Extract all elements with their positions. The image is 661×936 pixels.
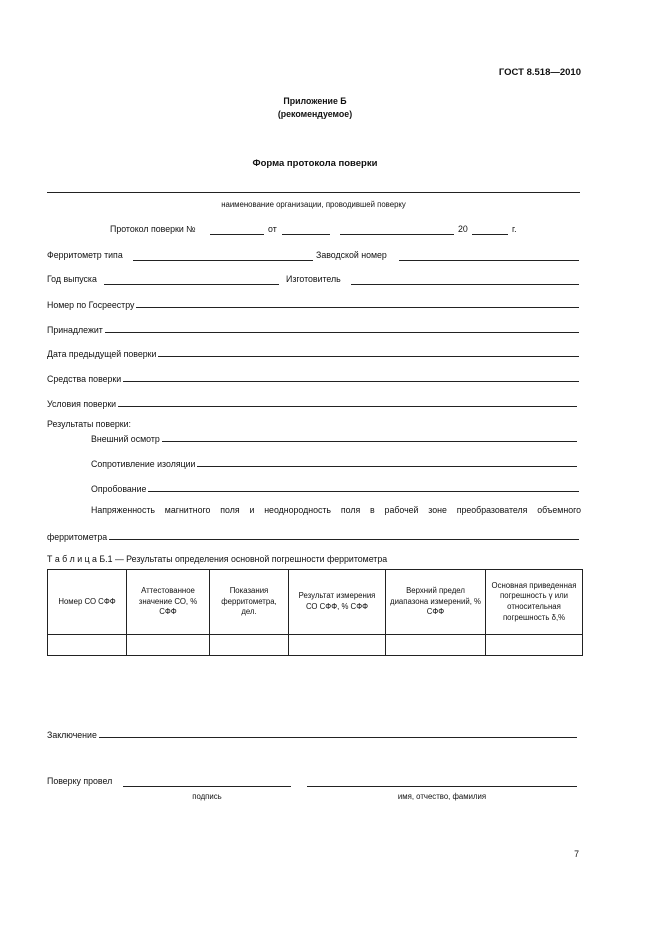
standard-number: ГОСТ 8.518—2010 bbox=[498, 67, 581, 78]
visual-label: Внешний осмотр bbox=[91, 434, 160, 444]
visual-field[interactable] bbox=[162, 441, 577, 442]
insulation-row bbox=[91, 455, 577, 469]
appendix-title: Приложение Б bbox=[283, 96, 347, 106]
results-heading: Результаты поверки: bbox=[47, 419, 131, 429]
col-header-measurement-result: Результат измерения СО СФФ, % СФФ bbox=[289, 570, 386, 635]
protocol-label: Протокол поверки № bbox=[110, 224, 196, 234]
prev-date-field[interactable] bbox=[158, 356, 579, 357]
name-field[interactable] bbox=[307, 786, 577, 787]
signature-field[interactable] bbox=[123, 786, 291, 787]
protocol-month-field[interactable] bbox=[340, 234, 454, 235]
conditions-field[interactable] bbox=[118, 406, 577, 407]
testing-row bbox=[91, 480, 579, 494]
col-header-certified-value: Аттестованное значение СО, % СФФ bbox=[127, 570, 210, 635]
field-strength-label: ферритометра bbox=[47, 532, 108, 542]
ferrometer-type-field[interactable] bbox=[133, 260, 313, 261]
manufacturer-label: Изготовитель bbox=[286, 274, 341, 284]
registry-number-label: Номер по Госреестру bbox=[47, 300, 135, 310]
results-table bbox=[47, 569, 583, 656]
conditions-label: Условия поверки bbox=[47, 399, 117, 409]
year-made-label: Год выпуска bbox=[47, 274, 97, 284]
verified-by-label: Поверку провел bbox=[47, 776, 113, 786]
serial-number-label: Заводской номер bbox=[316, 250, 387, 260]
name-caption: имя, отчество, фамилия bbox=[397, 792, 487, 801]
conclusion-label: Заключение bbox=[47, 730, 97, 740]
owner-label: Принадлежит bbox=[47, 325, 103, 335]
signature-caption: подпись bbox=[192, 792, 222, 801]
protocol-year-prefix: 20 bbox=[458, 224, 468, 234]
field-strength-row bbox=[47, 528, 579, 542]
means-field[interactable] bbox=[123, 381, 579, 382]
conclusion-row bbox=[47, 726, 577, 740]
prev-date-label: Дата предыдущей поверки bbox=[47, 349, 157, 359]
col-header-readings: Показания ферритометра, дел. bbox=[210, 570, 289, 635]
conclusion-field[interactable] bbox=[99, 737, 577, 738]
col-header-upper-limit: Верхний предел диапазона измерений, % СФФ bbox=[386, 570, 486, 635]
protocol-number-field[interactable] bbox=[210, 234, 264, 235]
means-label: Средства поверки bbox=[47, 374, 122, 384]
protocol-from-label: от bbox=[268, 224, 277, 234]
table-cell[interactable] bbox=[386, 635, 486, 656]
protocol-year-field[interactable] bbox=[472, 234, 508, 235]
protocol-date-field[interactable] bbox=[282, 234, 330, 235]
form-title: Форма протокола поверки bbox=[252, 158, 378, 169]
prev-date-row bbox=[47, 345, 579, 359]
registry-number-field[interactable] bbox=[136, 307, 579, 308]
organization-caption: наименование организации, проводившей поверку bbox=[221, 200, 406, 209]
means-row bbox=[47, 370, 579, 384]
owner-row bbox=[47, 321, 579, 335]
organization-line[interactable] bbox=[47, 192, 580, 193]
insulation-label: Сопротивление изоляции bbox=[91, 459, 196, 469]
col-header-error: Основная приведенная погрешность γ или относительная погрешность δ,% bbox=[486, 570, 583, 635]
serial-number-field[interactable] bbox=[399, 260, 579, 261]
protocol-year-suffix: г. bbox=[512, 224, 517, 234]
testing-field[interactable] bbox=[148, 491, 579, 492]
manufacturer-field[interactable] bbox=[351, 284, 579, 285]
field-strength-text: Напряженность магнитного поля и неоднородность поля в рабочей зоне преобразователя объемного bbox=[91, 505, 581, 515]
page-number: 7 bbox=[574, 849, 579, 859]
table-cell[interactable] bbox=[127, 635, 210, 656]
table-cell[interactable] bbox=[48, 635, 127, 656]
insulation-field[interactable] bbox=[197, 466, 577, 467]
col-header-so-number: Номер СО СФФ bbox=[48, 570, 127, 635]
table-row bbox=[48, 635, 583, 656]
ferrometer-type-label: Ферритометр типа bbox=[47, 250, 123, 260]
year-made-field[interactable] bbox=[104, 284, 279, 285]
table-header-row bbox=[48, 570, 583, 635]
table-cell[interactable] bbox=[289, 635, 386, 656]
appendix-note: (рекомендуемое) bbox=[277, 109, 353, 119]
registry-number-row bbox=[47, 296, 579, 310]
visual-row bbox=[91, 430, 577, 444]
testing-label: Опробование bbox=[91, 484, 147, 494]
conditions-row bbox=[47, 395, 577, 409]
table-cell[interactable] bbox=[210, 635, 289, 656]
owner-field[interactable] bbox=[105, 332, 579, 333]
field-strength-field[interactable] bbox=[109, 539, 579, 540]
table-cell[interactable] bbox=[486, 635, 583, 656]
table-caption: Т а б л и ц а Б.1 — Результаты определения основной погрешности ферритометра bbox=[47, 554, 388, 564]
